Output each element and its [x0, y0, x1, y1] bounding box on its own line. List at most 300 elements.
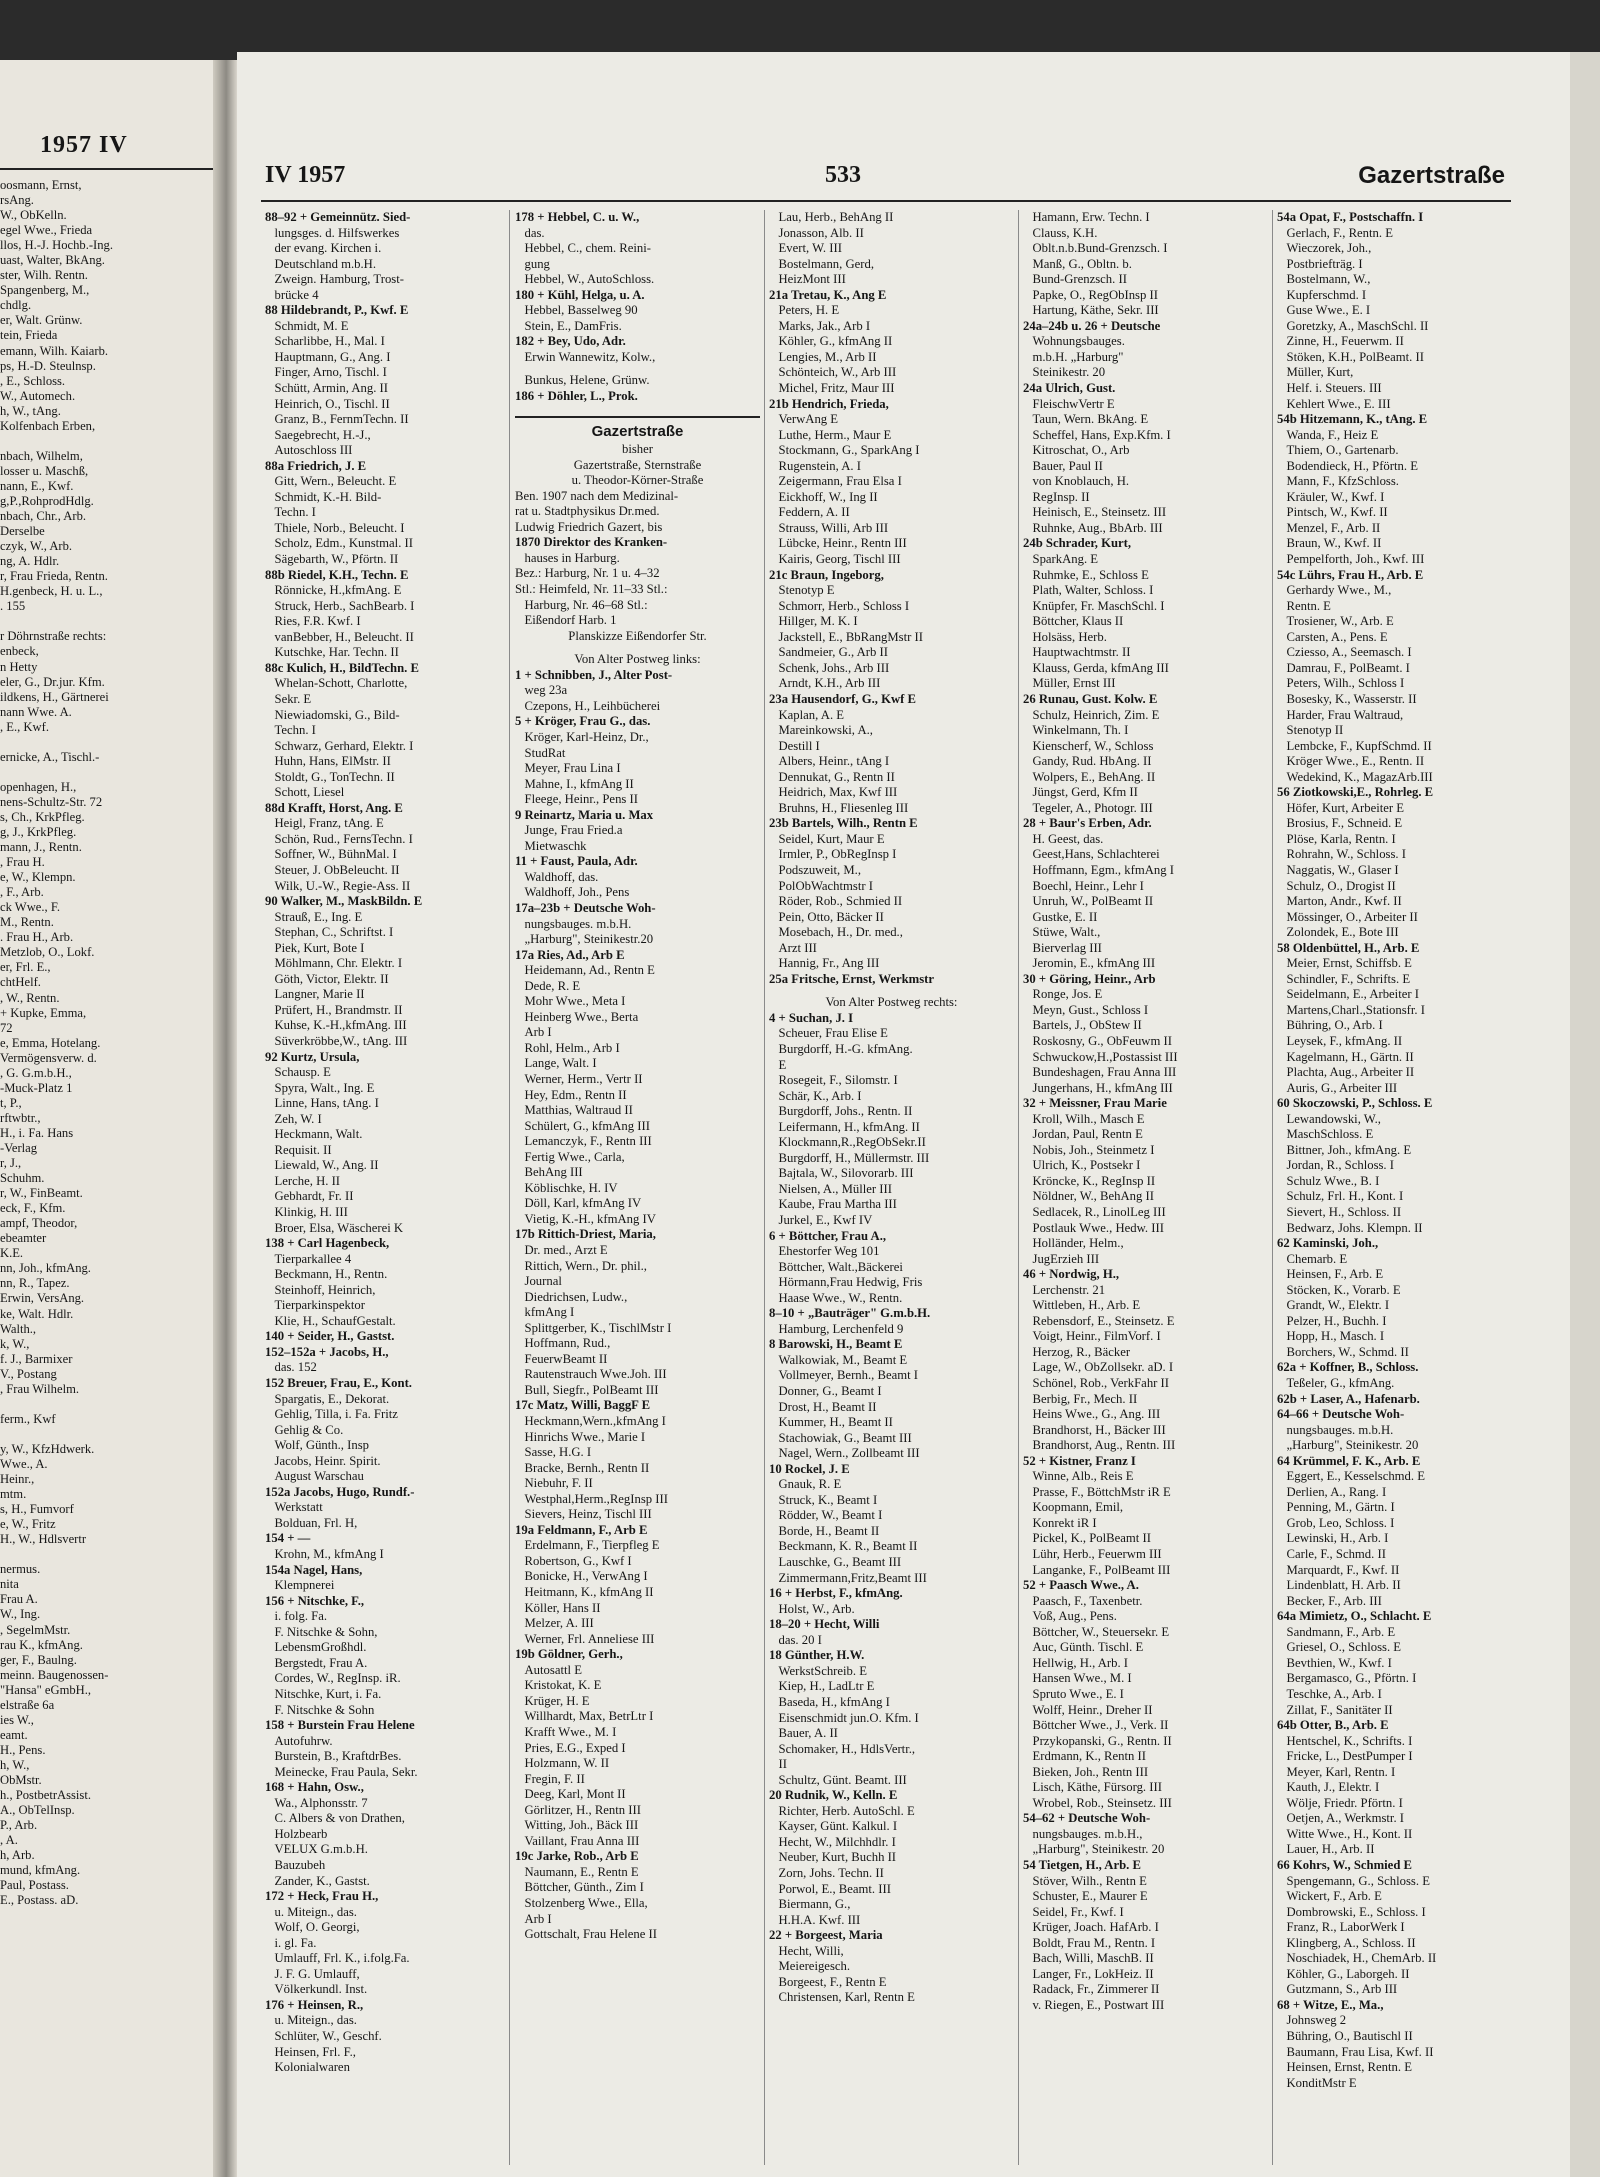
directory-entry: Jordan, Paul, Rentn E — [1023, 1127, 1143, 1142]
directory-entry: Martens,Charl.,Stationsfr. I — [1277, 1002, 1425, 1017]
directory-entry: Bühring, O., Arb. I — [1277, 1018, 1383, 1033]
directory-entry: 6 + Böttcher, Frau A., — [769, 1228, 887, 1243]
directory-entry: Eggert, E., Kesselschmd. E — [1277, 1469, 1425, 1484]
left-entry-line: y, W., KfzHdwerk. — [0, 1441, 95, 1456]
directory-entry: Heidrich, Max, Kwf III — [769, 785, 898, 800]
left-entry-line: ps, H.-D. Steulnsp. — [0, 358, 96, 373]
directory-entry: Mohr Wwe., Meta I — [515, 994, 626, 1009]
directory-entry: Dennukat, G., Rentn II — [769, 769, 895, 784]
directory-entry: Bez.: Harburg, Nr. 1 u. 4–32 — [515, 566, 660, 581]
directory-entry: Wilk, U.-W., Regie-Ass. II — [265, 878, 411, 893]
directory-entry: Schulz, O., Drogist II — [1277, 878, 1396, 893]
directory-entry: das. 152 — [265, 1360, 317, 1375]
directory-entry: 24a–24b u. 26 + Deutsche — [1023, 318, 1161, 333]
directory-entry: 60 Skoczowski, P., Schloss. E — [1277, 1096, 1433, 1111]
directory-entry: Hopp, H., Masch. I — [1277, 1329, 1385, 1344]
left-entry-line: Heinr., — [0, 1472, 35, 1487]
directory-entry: Dombrowski, E., Schloss. I — [1277, 1904, 1426, 1919]
directory-entry: Pempelforth, Joh., Kwf. III — [1277, 552, 1425, 567]
directory-entry: Bierverlag III — [1023, 940, 1102, 955]
book-gutter — [213, 60, 237, 2177]
directory-entry: Walkowiak, M., Beamt E — [769, 1352, 908, 1367]
left-entry-line: e, W., Klempn. — [0, 870, 76, 885]
directory-entry: Bittner, Joh., kfmAng. E — [1277, 1142, 1412, 1157]
directory-entry: 52 + Kistner, Franz I — [1023, 1453, 1136, 1468]
directory-entry: Spengemann, G., Schloss. E — [1277, 1873, 1430, 1888]
directory-entry: Scheffel, Hans, Exp.Kfm. I — [1023, 427, 1171, 442]
left-entry-line: g, J., KrkPfleg. — [0, 825, 77, 840]
left-entry-line: chdlg. — [0, 298, 32, 313]
directory-entry: Hellwig, H., Arb. I — [1023, 1655, 1129, 1670]
directory-entry: Eisenschmidt jun.O. Kfm. I — [769, 1710, 919, 1725]
directory-entry: Strauß, E., Ing. E — [265, 909, 363, 924]
directory-entry: Arb I — [515, 1911, 552, 1926]
directory-entry: Niebuhr, F. II — [515, 1476, 593, 1491]
directory-entry: das. — [515, 225, 545, 240]
directory-entry: 140 + Seider, H., Gastst. — [265, 1329, 395, 1344]
directory-entry: Konrekt iR I — [1023, 1515, 1097, 1530]
centered-note: Von Alter Postweg links: — [574, 652, 701, 667]
left-entry-line: rftwbtr., — [0, 1110, 41, 1125]
directory-entry: Ben. 1907 nach dem Medizinal- — [515, 488, 679, 503]
left-entry-line: W., ObKelln. — [0, 208, 67, 223]
directory-entry: Oblt.n.b.Bund-Grenzsch. I — [1023, 241, 1168, 256]
directory-entry: Whelan-Schott, Charlotte, — [265, 676, 408, 691]
left-entry-line: elstraße 6a — [0, 1697, 55, 1712]
directory-entry: 32 + Meissner, Frau Marie — [1023, 1096, 1167, 1111]
directory-entry: Stolzenberg Wwe., Ella, — [515, 1895, 648, 1910]
directory-entry: Möhlmann, Chr. Elektr. I — [265, 956, 403, 971]
directory-entry: 24a Ulrich, Gust. — [1023, 381, 1116, 396]
directory-entry: Rödder, W., Beamt I — [769, 1508, 883, 1523]
directory-entry: Scheuer, Frau Elise E — [769, 1026, 888, 1041]
directory-entry: Griesel, O., Schloss. E — [1277, 1640, 1402, 1655]
directory-entry: 54c Lührs, Frau H., Arb. E — [1277, 567, 1424, 582]
directory-entry: Kummer, H., Beamt II — [769, 1415, 893, 1430]
directory-entry: Bedwarz, Johs. Klempn. II — [1277, 1220, 1423, 1235]
directory-entry: rat u. Stadtphysikus Dr.med. — [515, 504, 660, 519]
left-entry-line: Vermögensverw. d. — [0, 1050, 97, 1065]
directory-entry: RegInsp. II — [1023, 489, 1090, 504]
left-entry-line: Paul, Postass. — [0, 1878, 69, 1893]
directory-entry: 25a Fritsche, Ernst, Werkmstr — [769, 971, 935, 986]
directory-entry: Köhler, G., kfmAng II — [769, 334, 893, 349]
directory-entry: Mosebach, H., Dr. med., — [769, 925, 903, 940]
directory-entry: Becker, F., Arb. III — [1277, 1593, 1382, 1608]
directory-entry: Böttcher, Günth., Zim I — [515, 1880, 644, 1895]
left-entry-line: Walth., — [0, 1321, 37, 1336]
directory-entry: Lauschke, G., Beamt III — [769, 1555, 902, 1570]
directory-entry: Lühr, Herb., Feuerwm III — [1023, 1547, 1162, 1562]
left-entry-line: r, W., FinBeamt. — [0, 1186, 83, 1201]
directory-entry: Radack, Fr., Zimmerer II — [1023, 1982, 1160, 1997]
directory-entry: SparkAng. E — [1023, 552, 1099, 567]
directory-entry: Wieczorek, Joh., — [1277, 241, 1372, 256]
directory-entry: 11 + Faust, Paula, Adr. — [515, 854, 638, 869]
directory-entry: Waldhoff, das. — [515, 869, 599, 884]
spacer — [515, 365, 760, 373]
centered-note: bisher — [621, 442, 653, 457]
directory-entry: Köblischke, H. IV — [515, 1180, 618, 1195]
left-entry-line: , A. — [0, 1833, 18, 1848]
directory-entry: „Harburg", Steinikestr. 20 — [1277, 1438, 1419, 1453]
directory-entry: Winne, Alb., Reis E — [1023, 1469, 1134, 1484]
directory-entry: Görlitzer, H., Rentn III — [515, 1802, 641, 1817]
directory-entry: Pein, Otto, Bäcker II — [769, 909, 884, 924]
directory-entry: Kehlert Wwe., E. III — [1277, 396, 1391, 411]
left-entry-line: , G. G.m.b.H., — [0, 1065, 72, 1080]
directory-entry: Mössinger, O., Arbeiter II — [1277, 909, 1418, 924]
directory-entry: Rönnicke, H.,kfmAng. E — [265, 583, 402, 598]
directory-entry: Wolf, O. Georgi, — [265, 1920, 360, 1935]
directory-entry: Wolf, Günth., Insp — [265, 1438, 369, 1453]
left-entry-line: czyk, W., Arb. — [0, 539, 73, 554]
directory-entry: Christensen, Karl, Rentn E — [769, 1990, 915, 2005]
directory-entry: Hecht, Willi, — [769, 1943, 844, 1958]
directory-entry: JugErzieh III — [1023, 1251, 1100, 1266]
directory-entry: vanBebber, H., Beleucht. II — [265, 629, 414, 644]
directory-entry: Süverkröbbe,W., tAng. III — [265, 1033, 408, 1048]
directory-entry: Zeh, W. I — [265, 1111, 322, 1126]
directory-entry: 26 Runau, Gust. Kolw. E — [1023, 691, 1158, 706]
directory-entry: Wölje, Friedr. Pförtn. I — [1277, 1795, 1403, 1810]
directory-entry: 8–10 + „Bauträger" G.m.b.H. — [769, 1306, 931, 1321]
directory-entry: Kitroschat, O., Arb — [1023, 443, 1130, 458]
directory-entry: Bach, Willi, MaschB. II — [1023, 1951, 1154, 1966]
directory-entry: J. F. G. Umlauff, — [265, 1966, 360, 1981]
directory-entry: Schwarz, Gerhard, Elektr. I — [265, 738, 414, 753]
directory-entry: Heinberg Wwe., Berta — [515, 1009, 639, 1024]
directory-entry: Sievers, Heinz, Tischl III — [515, 1507, 652, 1522]
column-1 — [265, 210, 505, 2170]
directory-entry: Stl.: Heimfeld, Nr. 11–33 Stl.: — [515, 582, 668, 597]
directory-entry: Zolondek, E., Bote III — [1277, 925, 1399, 940]
directory-entry: Schultz, Günt. Beamt. III — [769, 1772, 907, 1787]
directory-entry: 182 + Bey, Udo, Adr. — [515, 334, 626, 349]
directory-entry: 88d Krafft, Horst, Ang. E — [265, 800, 403, 815]
left-entry-line: eler, G., Dr.jur. Kfm. — [0, 674, 105, 689]
directory-entry: Feddern, A. II — [769, 505, 850, 520]
directory-entry: Manß, G., Obltn. b. — [1023, 256, 1132, 271]
left-entry-line: h, Arb. — [0, 1848, 35, 1863]
directory-entry: Lauer, H., Arb. II — [1277, 1842, 1375, 1857]
directory-entry: Burgdorff, H., Müllermstr. III — [769, 1150, 930, 1165]
directory-entry: 19a Feldmann, F., Arb E — [515, 1522, 648, 1537]
directory-entry: Penning, M., Gärtn. I — [1277, 1500, 1395, 1515]
directory-entry: Böttcher Wwe., J., Verk. II — [1023, 1718, 1169, 1733]
directory-entry: Steinikestr. 20 — [1023, 365, 1106, 380]
directory-entry: Borde, H., Beamt II — [769, 1523, 880, 1538]
directory-entry: Bracke, Bernh., Rentn II — [515, 1460, 650, 1475]
left-entry-line: g,P.,RohprodHdlg. — [0, 493, 94, 508]
left-entry-line: , SegelmMstr. — [0, 1622, 71, 1637]
directory-entry: Kauth, J., Elektr. I — [1277, 1780, 1380, 1795]
left-entry-line: "Hansa" eGmbH., — [0, 1682, 92, 1697]
directory-entry: 154a Nagel, Hans, — [265, 1562, 363, 1577]
header-rule — [261, 200, 1511, 202]
directory-entry: Nobis, Joh., Steinmetz I — [1023, 1142, 1155, 1157]
directory-entry: Ulrich, K., Postsekr I — [1023, 1158, 1141, 1173]
directory-entry: 17c Matz, Willi, BaggF E — [515, 1398, 651, 1413]
directory-entry: Spyra, Walt., Ing. E — [265, 1080, 375, 1095]
left-entry-line: + Kupke, Emma, — [0, 1005, 87, 1020]
directory-entry: Lübcke, Heinr., Rentn III — [769, 536, 907, 551]
left-page-entries — [0, 178, 205, 1908]
directory-entry: Paasch, F., Taxenbetr. — [1023, 1593, 1143, 1608]
directory-entry: Brandhorst, Aug., Rentn. III — [1023, 1438, 1176, 1453]
directory-entry: Holzmann, W. II — [515, 1756, 610, 1771]
directory-entry: 186 + Döhler, L., Prok. — [515, 389, 638, 404]
directory-entry: Stephan, C., Schriftst. I — [265, 925, 394, 940]
directory-entry: Vietig, K.-H., kfmAng IV — [515, 1211, 656, 1226]
directory-entry: 64a Mimietz, O., Schlacht. E — [1277, 1609, 1432, 1624]
directory-entry: 23b Bartels, Wilh., Rentn E — [769, 816, 918, 831]
directory-entry: Rohrahn, W., Schloss. I — [1277, 847, 1406, 862]
directory-entry: Hecht, W., Milchhdlr. I — [769, 1834, 896, 1849]
directory-entry: v. Riegen, E., Postwart III — [1023, 1997, 1165, 2012]
directory-entry: Krüger, H. E — [515, 1693, 590, 1708]
left-entry-line: f. J., Barmixer — [0, 1351, 73, 1366]
directory-entry: Kröger, Karl-Heinz, Dr., — [515, 729, 649, 744]
directory-entry: Schmidt, K.-H. Bild- — [265, 489, 382, 504]
left-entry-line: t, P., — [0, 1095, 22, 1110]
directory-entry: Schülert, G., kfmAng III — [515, 1118, 650, 1133]
directory-entry: Krafft Wwe., M. I — [515, 1724, 617, 1739]
directory-entry: Kutschke, Har. Techn. II — [265, 645, 399, 660]
directory-entry: Borchers, W., Schmd. II — [1277, 1344, 1409, 1359]
directory-entry: Willhardt, Max, BetrLtr I — [515, 1709, 654, 1724]
directory-entry: Winkelmann, Th. I — [1023, 723, 1129, 738]
directory-entry: Zinne, H., Feuerwm. II — [1277, 334, 1404, 349]
directory-entry: Schuster, E., Maurer E — [1023, 1889, 1148, 1904]
directory-entry: Saegebrecht, H.-J., — [265, 427, 371, 442]
directory-entry: Damrau, F., PolBeamt. I — [1277, 660, 1410, 675]
directory-entry: Erwin Wannewitz, Kolw., — [515, 349, 656, 364]
directory-entry: 158 + Burstein Frau Helene — [265, 1718, 415, 1733]
directory-entry: Werkstatt — [265, 1500, 323, 1515]
directory-entry: Kayser, Günt. Kalkul. I — [769, 1819, 898, 1834]
directory-entry: Journal — [515, 1274, 562, 1289]
directory-entry: Rosegeit, F., Silomstr. I — [769, 1073, 898, 1088]
left-entry-line: rsAng. — [0, 193, 34, 208]
directory-entry: Schott, Liesel — [265, 785, 345, 800]
directory-entry: Meier, Ernst, Schiffsb. E — [1277, 956, 1412, 971]
left-entry-line: M., Rentn. — [0, 915, 54, 930]
left-entry-line: Frau A. — [0, 1592, 38, 1607]
left-entry-line: Derselbe — [0, 524, 45, 539]
directory-entry: Sandmeier, G., Arb II — [769, 645, 888, 660]
directory-entry: „Harburg", Steinikestr. 20 — [1023, 1842, 1165, 1857]
spacer — [769, 987, 1014, 995]
directory-entry: Biermann, G., — [769, 1897, 851, 1912]
directory-entry: der evang. Kirchen i. — [265, 241, 382, 256]
directory-entry: Vollmeyer, Bernh., Beamt I — [769, 1368, 919, 1383]
directory-entry: 16 + Herbst, F., kfmAng. — [769, 1586, 903, 1601]
directory-entry: Piek, Kurt, Bote I — [265, 940, 365, 955]
directory-entry: Pelzer, H., Buchh. I — [1277, 1313, 1387, 1328]
directory-entry: Destill I — [769, 738, 820, 753]
directory-entry: Kräuler, W., Kwf. I — [1277, 489, 1385, 504]
directory-entry: Baseda, H., kfmAng I — [769, 1694, 890, 1709]
directory-entry: Matthias, Waltraud II — [515, 1103, 633, 1118]
directory-entry: Krohn, M., kfmAng I — [265, 1547, 384, 1562]
directory-entry: Deeg, Karl, Mont II — [515, 1787, 626, 1802]
directory-entry: 18 Günther, H.W. — [769, 1648, 865, 1663]
directory-entry: Jeromin, E., kfmAng III — [1023, 956, 1156, 971]
directory-entry: Lage, W., ObZollsekr. aD. I — [1023, 1360, 1174, 1375]
left-entry-line: emann, Wilh. Kaiarb. — [0, 343, 109, 358]
left-entry-line: P., Arb. — [0, 1818, 38, 1833]
directory-entry: Brandhorst, H., Bäcker III — [1023, 1422, 1166, 1437]
directory-entry: Langner, Marie II — [265, 987, 365, 1002]
left-entry-line: E., Postass. aD. — [0, 1893, 79, 1908]
directory-entry: Schausp. E — [265, 1065, 331, 1080]
directory-entry: Schulz, Frl. H., Kont. I — [1277, 1189, 1404, 1204]
directory-entry: Köhler, G., Laborgeh. II — [1277, 1966, 1410, 1981]
directory-entry: Autoschloss III — [265, 443, 353, 458]
left-entry-line: mann, J., Rentn. — [0, 840, 82, 855]
left-entry-line: k, W., — [0, 1336, 30, 1351]
directory-entry: Schulz, Heinrich, Zim. E — [1023, 707, 1160, 722]
directory-entry: Helf. i. Steuers. III — [1277, 381, 1382, 396]
directory-entry: Grandt, W., Elektr. I — [1277, 1298, 1390, 1313]
directory-entry: Arb I — [515, 1025, 552, 1040]
left-entry-line: openhagen, H., — [0, 779, 77, 794]
directory-entry: Schmorr, Herb., Schloss I — [769, 598, 910, 613]
directory-entry: 88a Friedrich, J. E — [265, 458, 367, 473]
directory-entry: Burstein, B., KraftdrBes. — [265, 1749, 402, 1764]
directory-entry: Sievert, H., Schloss. II — [1277, 1205, 1402, 1219]
left-entry-line: K.E. — [0, 1246, 24, 1261]
directory-entry: Roskosny, G., ObFeuwm II — [1023, 1033, 1172, 1048]
directory-entry: Struck, Herb., SachBearb. I — [265, 598, 415, 613]
directory-entry: Kiep, H., LadLtr E — [769, 1679, 875, 1694]
left-entry-line: , Frau H. — [0, 855, 45, 870]
directory-entry: 152a Jacobs, Hugo, Rundf.- — [265, 1484, 415, 1499]
directory-entry: Seidel, Kurt, Maur E — [769, 831, 885, 846]
directory-entry: Jüngst, Gerd, Kfm II — [1023, 785, 1138, 800]
directory-entry: 156 + Nitschke, F., — [265, 1593, 365, 1608]
directory-entry: Autofuhrw. — [265, 1733, 333, 1748]
directory-entry: Clauss, K.H. — [1023, 225, 1098, 240]
directory-entry: Sasse, H.G. I — [515, 1445, 592, 1460]
directory-entry: Stöken, K.H., PolBeamt. II — [1277, 349, 1424, 364]
directory-entry: Kolonialwaren — [265, 2060, 350, 2075]
directory-entry: Leysek, F., kfmAng. II — [1277, 1033, 1403, 1048]
directory-entry: 1870 Direktor des Kranken- — [515, 535, 668, 550]
directory-entry: Chemarb. E — [1277, 1251, 1348, 1266]
directory-entry: FeuerwBeamt II — [515, 1351, 608, 1366]
directory-entry: Mietwaschk — [515, 838, 587, 853]
directory-entry: Klockmann,R.,RegObSekr.II — [769, 1135, 926, 1150]
directory-entry: Witte Wwe., H., Kont. II — [1277, 1826, 1413, 1841]
directory-entry: Richter, Herb. AutoSchl. E — [769, 1803, 915, 1818]
left-entry-line: , F., Arb. — [0, 885, 44, 900]
directory-entry: Rohl, Helm., Arb I — [515, 1040, 620, 1055]
left-entry-line: A., ObTelInsp. — [0, 1803, 75, 1818]
directory-entry: Meinecke, Frau Paula, Sekr. — [265, 1764, 418, 1779]
left-entry-line: uast, Walter, BkAng. — [0, 253, 105, 268]
directory-entry: Klie, H., SchaufGestalt. — [265, 1313, 396, 1328]
column-divider — [1018, 210, 1019, 2165]
directory-entry: Kupferschmd. I — [1277, 287, 1367, 302]
directory-entry: Kagelmann, H., Gärtn. II — [1277, 1049, 1414, 1064]
left-entry-line: h, W., tAng. — [0, 403, 61, 418]
directory-entry: Soffner, W., BühnMal. I — [265, 847, 397, 862]
left-entry-line: er, Walt. Grünw. — [0, 313, 83, 328]
left-entry-line: s, H., Fumvorf — [0, 1502, 74, 1517]
directory-entry: Lindenblatt, H. Arb. II — [1277, 1578, 1401, 1593]
directory-entry: Podszuweit, M., — [769, 862, 861, 877]
directory-entry: Kairis, Georg, Tischl III — [769, 552, 901, 567]
centered-note: Planskizze Eißendorfer Str. — [568, 628, 707, 643]
left-entry-line: n Hetty — [0, 659, 38, 674]
directory-entry: VerwAng E — [769, 412, 839, 427]
directory-entry: 54–62 + Deutsche Woh- — [1023, 1811, 1151, 1826]
left-entry-line: nann Wwe. A. — [0, 704, 72, 719]
directory-entry: Bostelmann, W., — [1277, 272, 1371, 287]
left-entry-line: ke, Walt. Hdlr. — [0, 1306, 74, 1321]
directory-entry: 8 Barowski, H., Beamt E — [769, 1337, 903, 1352]
directory-entry: Schindler, F., Schrifts. E — [1277, 971, 1411, 986]
directory-entry: 1 + Schnibben, J., Alter Post- — [515, 667, 673, 682]
directory-entry: Eißendorf Harb. 1 — [515, 613, 617, 628]
directory-entry: Herzog, R., Bäcker — [1023, 1344, 1131, 1359]
directory-entry: Thiele, Norb., Beleucht. I — [265, 520, 405, 535]
directory-entry: Harburg, Nr. 46–68 Stl.: — [515, 597, 648, 612]
left-entry-line — [0, 1397, 205, 1412]
directory-entry: Bieken, Joh., Rentn III — [1023, 1764, 1149, 1779]
column-divider — [509, 210, 510, 2165]
left-entry-line: nens-Schultz-Str. 72 — [0, 794, 103, 809]
directory-entry: Robertson, G., Kwf I — [515, 1553, 632, 1568]
directory-entry: Zweign. Hamburg, Trost- — [265, 272, 404, 287]
directory-entry: Ruhmke, E., Schloss E — [1023, 567, 1149, 582]
directory-entry: Grob, Leo, Schloss. I — [1277, 1515, 1395, 1530]
directory-entry: FleischwVertr E — [1023, 396, 1115, 411]
directory-entry: Gerhardy Wwe., M., — [1277, 583, 1392, 598]
directory-entry: Seidel, Fr., Kwf. I — [1023, 1904, 1124, 1919]
left-entry-line: V., Postang — [0, 1366, 57, 1381]
directory-entry: Erdelmann, F., Tierpfleg E — [515, 1538, 660, 1553]
directory-entry: 20 Rudnik, W., Kelln. E — [769, 1788, 898, 1803]
directory-entry: i. folg. Fa. — [265, 1609, 328, 1624]
directory-entry: 24b Schrader, Kurt, — [1023, 536, 1132, 551]
directory-entry: Ruhnke, Aug., BbArb. III — [1023, 520, 1163, 535]
directory-entry: Hannig, Fr., Ang III — [769, 956, 880, 971]
directory-entry: Schulz Wwe., B. I — [1277, 1173, 1380, 1188]
directory-entry: 152 Breuer, Frau, E., Kont. — [265, 1376, 412, 1391]
directory-entry: Niewiadomski, G., Bild- — [265, 707, 400, 722]
left-entry-line: Spangenberg, M., — [0, 283, 90, 298]
left-entry-line: H., i. Fa. Hans — [0, 1125, 74, 1140]
directory-entry: Dr. med., Arzt E — [515, 1243, 608, 1257]
directory-entry: Zillat, F., Sanitäter II — [1277, 1702, 1393, 1717]
directory-entry: Scholz, Edm., Kunstmal. II — [265, 536, 414, 551]
directory-entry: Plöse, Karla, Rentn. I — [1277, 831, 1396, 846]
directory-entry: Rautenstrauch Wwe.Joh. III — [515, 1367, 667, 1382]
directory-entry: Erdmann, K., Rentn II — [1023, 1749, 1146, 1764]
directory-entry: Wedekind, K., MagazArb.III — [1277, 769, 1433, 784]
directory-entry: 17a–23b + Deutsche Woh- — [515, 900, 656, 915]
directory-entry: Seidelmann, E., Arbeiter I — [1277, 987, 1419, 1002]
directory-entry: Waldhoff, Joh., Pens — [515, 885, 630, 900]
left-entry-line: Kolfenbach Erben, — [0, 418, 96, 433]
directory-entry: 62a + Koffner, B., Schloss. — [1277, 1360, 1419, 1375]
directory-entry: Wittleben, H., Arb. E — [1023, 1298, 1141, 1313]
left-entry-line: ger, F., Baulng. — [0, 1652, 77, 1667]
directory-entry: 88 Hildebrandt, P., Kwf. E — [265, 303, 409, 318]
